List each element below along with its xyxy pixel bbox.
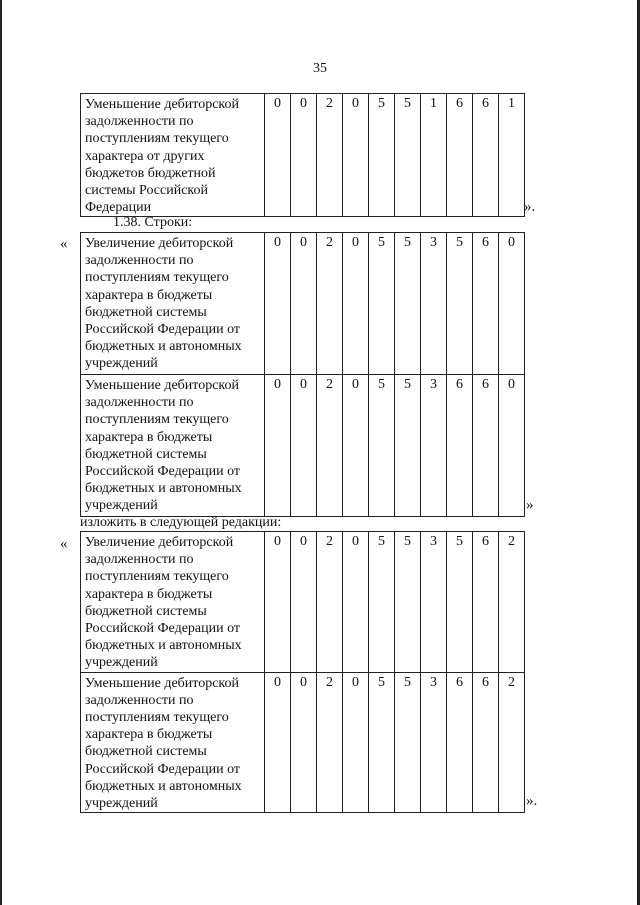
description-line: учреждений: [85, 498, 158, 514]
code-digit: 0: [265, 233, 291, 375]
description-line: поступлениям текущего: [85, 270, 229, 286]
code-digit: 3: [421, 233, 447, 375]
code-digit: 0: [499, 375, 525, 517]
table-row: [81, 672, 525, 813]
code-digit: 5: [369, 532, 395, 673]
opening-quote: «: [60, 236, 68, 252]
replace-instruction: изложить в следующей редакции:: [80, 515, 282, 530]
code-digit: 5: [395, 94, 421, 217]
row-description: [81, 672, 265, 813]
description-line: Уменьшение дебиторской: [85, 97, 240, 112]
code-digit: 0: [343, 375, 369, 517]
closing-quote: ».: [526, 793, 538, 809]
description-line: Российской Федерации от: [85, 322, 241, 338]
description-line: Уменьшение дебиторской: [85, 378, 240, 393]
code-digit: 0: [265, 672, 291, 813]
code-digit: 2: [317, 532, 343, 673]
code-digit: 0: [291, 233, 317, 375]
description-line: учреждений: [85, 796, 158, 812]
code-digit: 0: [499, 233, 525, 375]
code-digit: 0: [291, 672, 317, 813]
code-digit: 6: [473, 375, 499, 517]
description-line: характера в бюджеты: [85, 429, 213, 445]
code-digit: 0: [343, 672, 369, 813]
description-line: задолженности по: [85, 552, 194, 568]
code-digit: 5: [447, 233, 473, 375]
description-line: задолженности по: [85, 253, 194, 269]
code-digit: 5: [395, 233, 421, 375]
opening-quote: «: [60, 536, 68, 552]
description-line: системы Российской: [85, 183, 209, 199]
description-line: характера в бюджеты: [85, 586, 213, 602]
code-digit: 6: [447, 375, 473, 517]
code-digit: 0: [343, 532, 369, 673]
description-line: бюджетных и автономных: [85, 778, 242, 794]
description-line: характера от других: [85, 148, 205, 164]
row-description: [81, 375, 265, 517]
description-line: задолженности по: [85, 692, 194, 708]
code-digit: 2: [499, 532, 525, 673]
code-digit: 1: [499, 94, 525, 217]
code-digit: 5: [447, 532, 473, 673]
code-digit: 5: [369, 375, 395, 517]
table-row: [81, 94, 525, 217]
description-line: Российской Федерации от: [85, 621, 241, 637]
code-digit: 0: [343, 94, 369, 217]
table-row: [81, 375, 525, 517]
description-line: бюджетных и автономных: [85, 481, 242, 497]
description-line: Увеличение дебиторской: [85, 535, 234, 550]
page-number: 35: [313, 61, 327, 76]
description-line: Российской Федерации от: [85, 761, 241, 777]
item-heading: 1.38. Строки:: [113, 215, 193, 230]
code-digit: 2: [499, 672, 525, 813]
description-line: Российской Федерации от: [85, 464, 241, 480]
code-digit: 5: [369, 233, 395, 375]
row-description: [81, 94, 265, 217]
code-table-3: [80, 531, 525, 813]
description-line: характера в бюджеты: [85, 287, 213, 303]
description-line: поступлениям текущего: [85, 710, 229, 726]
page-edge-left: [0, 0, 2, 905]
description-line: бюджетной системы: [85, 744, 207, 760]
code-digit: 2: [317, 672, 343, 813]
code-digit: 5: [369, 672, 395, 813]
closing-quote: ».: [524, 199, 536, 215]
description-line: характера в бюджеты: [85, 727, 213, 743]
code-digit: 0: [265, 94, 291, 217]
description-line: бюджетов бюджетной: [85, 165, 216, 181]
code-digit: 0: [291, 375, 317, 517]
code-digit: 0: [291, 532, 317, 673]
row-description: [81, 532, 265, 673]
code-digit: 6: [473, 94, 499, 217]
table-row: [81, 532, 525, 673]
description-line: учреждений: [85, 356, 158, 372]
description-line: бюджетной системы: [85, 304, 207, 320]
code-digit: 5: [369, 94, 395, 217]
description-line: Уменьшение дебиторской: [85, 675, 240, 691]
description-line: Увеличение дебиторской: [85, 236, 234, 251]
description-line: задолженности по: [85, 395, 194, 411]
description-line: Федерации: [85, 200, 152, 216]
code-digit: 2: [317, 233, 343, 375]
row-description: [81, 233, 265, 375]
code-digit: 6: [473, 233, 499, 375]
code-digit: 0: [343, 233, 369, 375]
description-line: поступлениям текущего: [85, 131, 229, 147]
description-line: поступлениям текущего: [85, 569, 229, 585]
code-digit: 2: [317, 94, 343, 217]
description-line: бюджетной системы: [85, 446, 207, 462]
code-digit: 5: [395, 375, 421, 517]
description-line: бюджетной системы: [85, 603, 207, 619]
code-digit: 0: [291, 94, 317, 217]
description-line: бюджетных и автономных: [85, 339, 242, 355]
closing-quote: »: [526, 497, 534, 513]
description-line: поступлениям текущего: [85, 412, 229, 428]
code-table-1: [80, 93, 525, 217]
code-digit: 3: [421, 375, 447, 517]
description-line: задолженности по: [85, 114, 194, 130]
code-digit: 0: [265, 375, 291, 517]
code-table-2: [80, 232, 525, 517]
code-digit: 6: [473, 532, 499, 673]
description-line: учреждений: [85, 655, 158, 671]
description-line: бюджетных и автономных: [85, 638, 242, 654]
code-digit: 3: [421, 672, 447, 813]
code-digit: 6: [447, 672, 473, 813]
code-digit: 5: [395, 532, 421, 673]
code-digit: 1: [421, 94, 447, 217]
table-row: [81, 233, 525, 375]
code-digit: 6: [447, 94, 473, 217]
code-digit: 0: [265, 532, 291, 673]
code-digit: 5: [395, 672, 421, 813]
code-digit: 6: [473, 672, 499, 813]
code-digit: 3: [421, 532, 447, 673]
code-digit: 2: [317, 375, 343, 517]
